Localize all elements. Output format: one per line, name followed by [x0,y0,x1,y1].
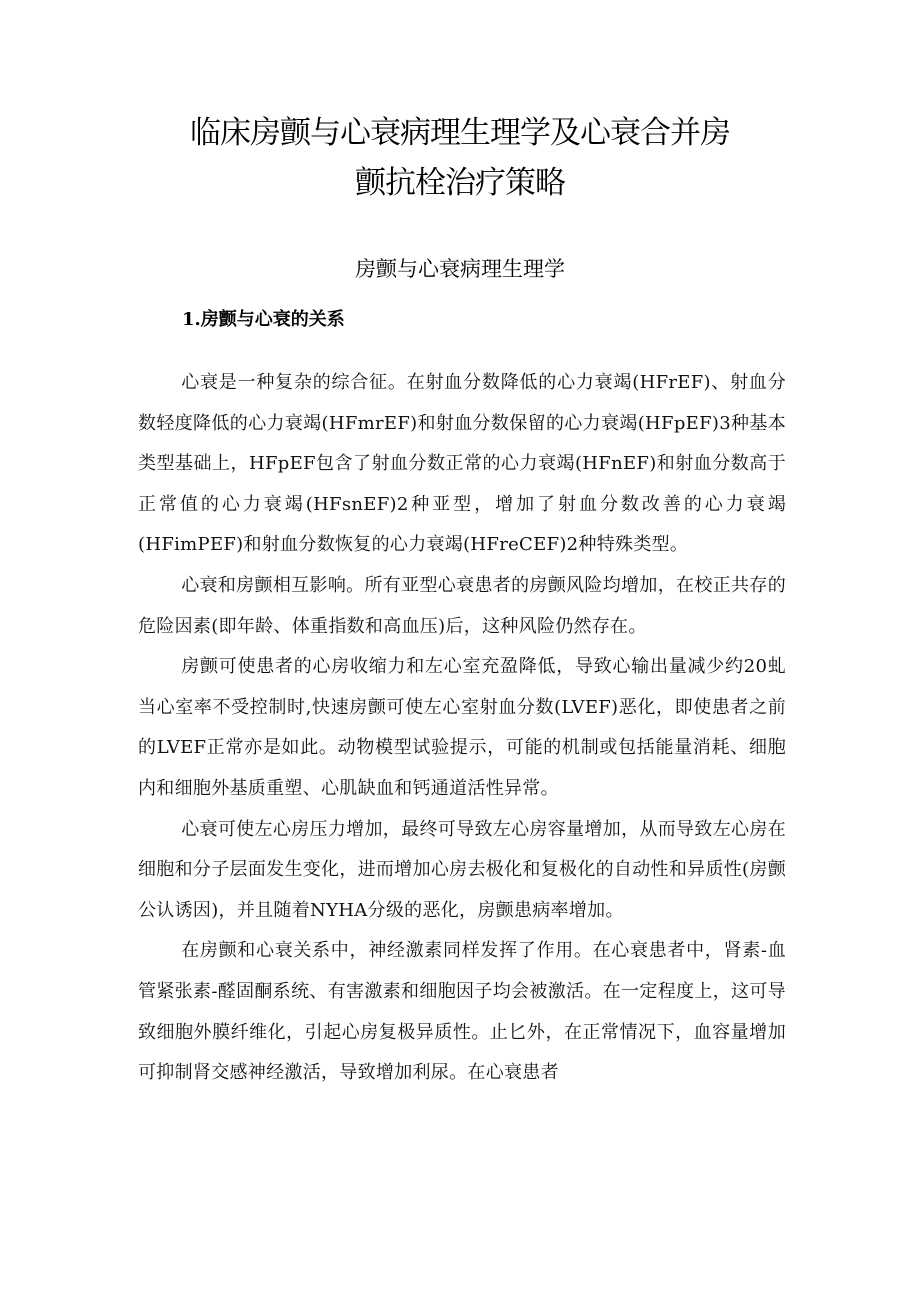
section-heading: 1.房颤与心衰的关系 [182,309,345,330]
document-title [100,108,820,208]
document-title-line-2: 颤抗栓治疗策略 [355,165,565,201]
document-body [138,363,786,1094]
paragraph-2: 心衰和房颤相互影响。所有亚型心衰患者的房颤风险均增加，在校正共存的危险因素(即年龄、体重指数和高血压)后，这种风险仍然存在。 [138,574,786,637]
paragraph-4: 心衰可使左心房压力增加，最终可导致左心房容量增加，从而导致左心房在细胞和分子层面发生变化，进而增加心房去极化和复极化的自动性和异质性(房颤公认诱因)，并且随着NYHA分级的恶化，房颤患病率增加。 [138,818,786,921]
paragraph-3: 房颤可使患者的心房收缩力和左心室充盈降低，导致心输出量减少约20虬当心室率不受控制时,快速房颤可使左心室射血分数(LVEF)恶化，即使患者之前的LVEF正常亦是如此。动物模型试验提示，可能的机制或包括能量消耗、细胞内和细胞外基质重塑、心肌缺血和钙通道活性异常。 [138,656,786,799]
section-subtitle: 房颤与心衰病理生理学 [355,257,565,281]
paragraph-5: 在房颤和心衰关系中，神经激素同样发挥了作用。在心衰患者中，肾素-血管紧张素-醛固酮系统、有害激素和细胞因子均会被激活。在一定程度上，这可导致细胞外膜纤维化，引起心房复极异质性。止匕外，在正常情况下，血容量增加可抑制肾交感神经激活，导致增加利尿。在心衰患者 [138,940,786,1084]
paragraph-1: 心衰是一种复杂的综合征。在射血分数降低的心力衰竭(HFrEF)、射血分数轻度降低的心力衰竭(HFmrEF)和射血分数保留的心力衰竭(HFpEF)3种基本类型基础上，HFpEF包含了射血分数正常的心力衰竭(HFnEF)和射血分数高于正常值的心力衰竭(HFsnEF)2种亚型，增加了射血分数改善的心力衰竭(HFimPEF)和射血分数恢复的心力衰竭(HFreCEF)2种特殊类型。 [138,372,786,556]
document-title-line-1: 临床房颤与心衰病理生理学及心衰合并房 [190,115,730,151]
